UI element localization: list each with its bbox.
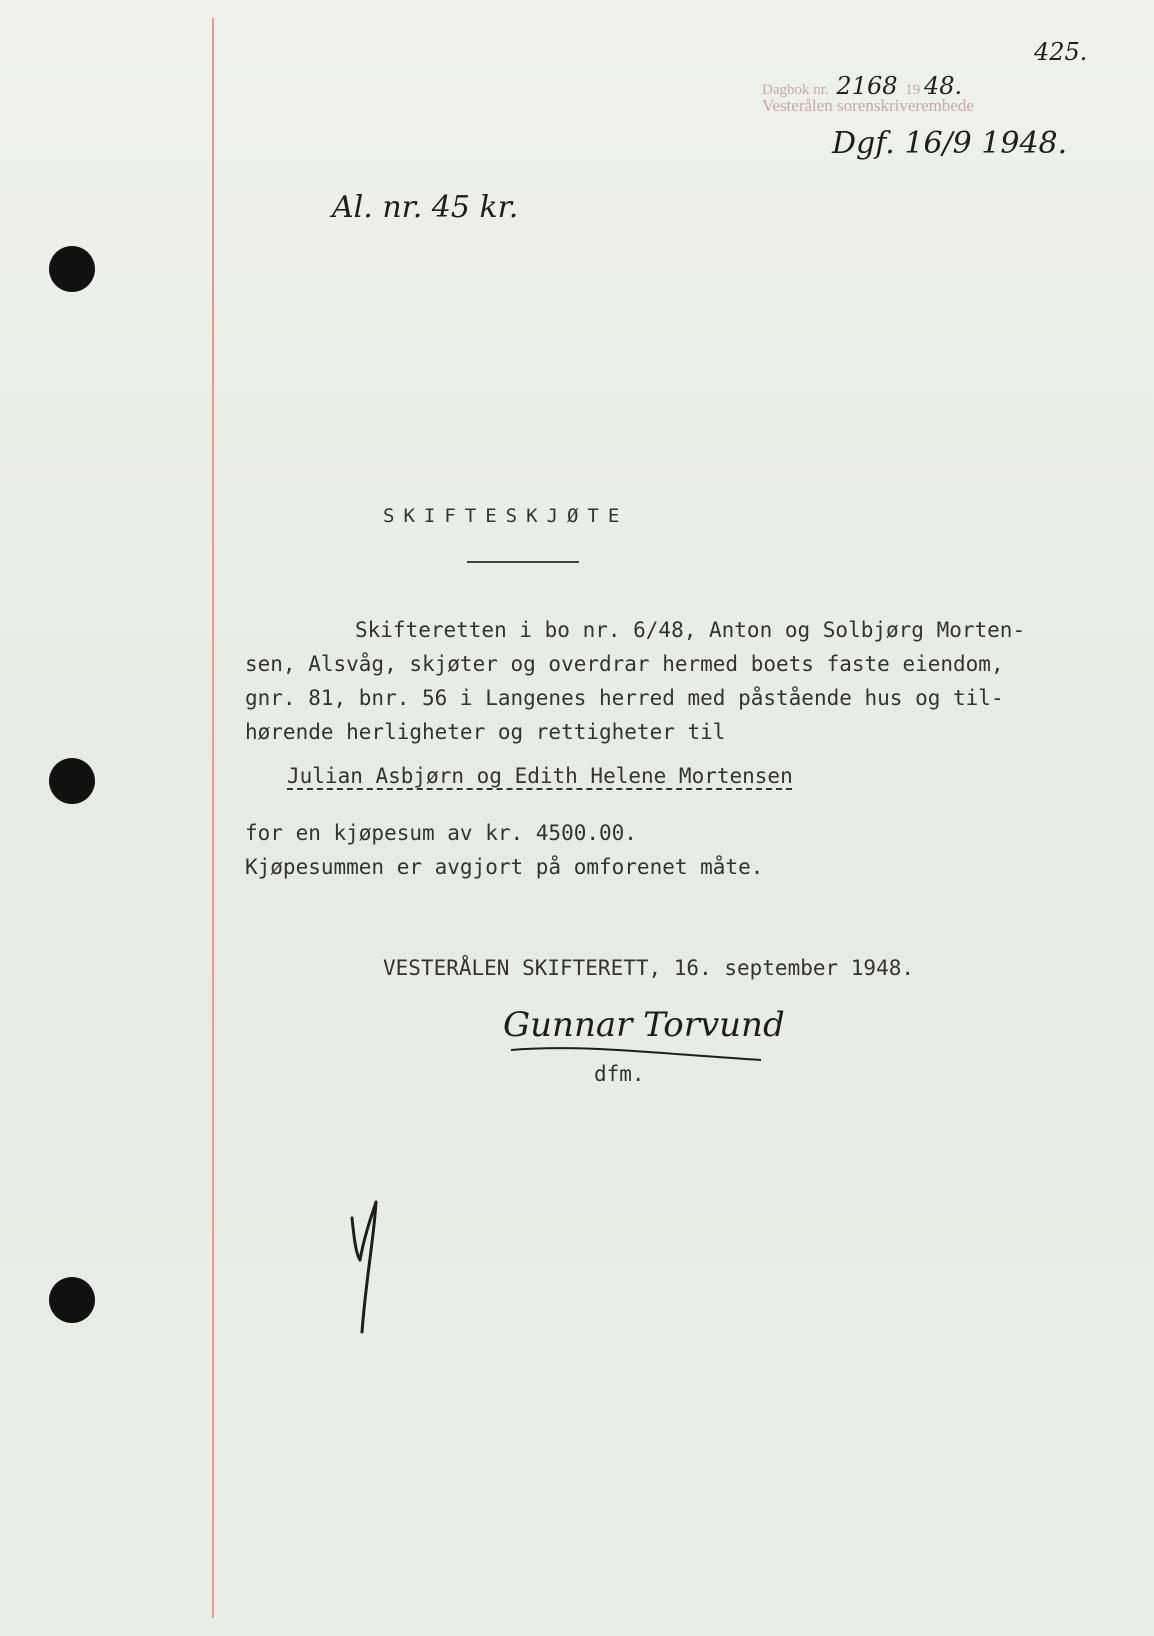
margin-note: Al. nr. 45 kr.: [332, 190, 519, 225]
registration-note: Dgf. 16/9 1948.: [832, 126, 1068, 161]
page-number: 425.: [1034, 38, 1088, 66]
punch-hole-bottom: [49, 1277, 95, 1323]
signature: Gunnar Torvund: [503, 1005, 785, 1045]
place-date: VESTERÅLEN SKIFTERETT, 16. september 1948.: [383, 956, 915, 980]
punch-hole-top: [49, 246, 95, 292]
paragraph-line-2: sen, Alsvåg, skjøter og overdrar hermed boets faste eiendom,: [245, 652, 1004, 676]
stamp-dagbok-number: 2168: [836, 72, 898, 100]
price-line-2: Kjøpesummen er avgjort på omforenet måte.: [245, 855, 764, 879]
buyer-names: Julian Asbjørn og Edith Helene Mortensen: [287, 764, 793, 788]
stamp-year-prefix: 19: [905, 82, 921, 98]
paragraph-line-1: Skifteretten i bo nr. 6/48, Anton og Solbjørg Morten-: [355, 618, 1026, 642]
title-underline: [467, 561, 579, 563]
margin-rule: [212, 18, 214, 1618]
punch-hole-middle: [49, 758, 95, 804]
document-title: SKIFTESKJØTE: [383, 505, 629, 527]
stamp-year: 48.: [924, 72, 963, 100]
paragraph-line-4: hørende herligheter og rettigheter til: [245, 720, 726, 744]
signature-title: dfm.: [594, 1062, 645, 1086]
stamp-line-2: Vesterålen sorenskriverembede: [762, 96, 974, 115]
price-line-1: for en kjøpesum av kr. 4500.00.: [245, 821, 637, 845]
initial-mark: [346, 1198, 406, 1338]
stamp-dagbok-label: Dagbok nr.: [762, 82, 829, 98]
signature-flourish: [503, 1040, 773, 1064]
paragraph-line-3: gnr. 81, bnr. 56 i Langenes herred med påstående hus og til-: [245, 686, 1004, 710]
